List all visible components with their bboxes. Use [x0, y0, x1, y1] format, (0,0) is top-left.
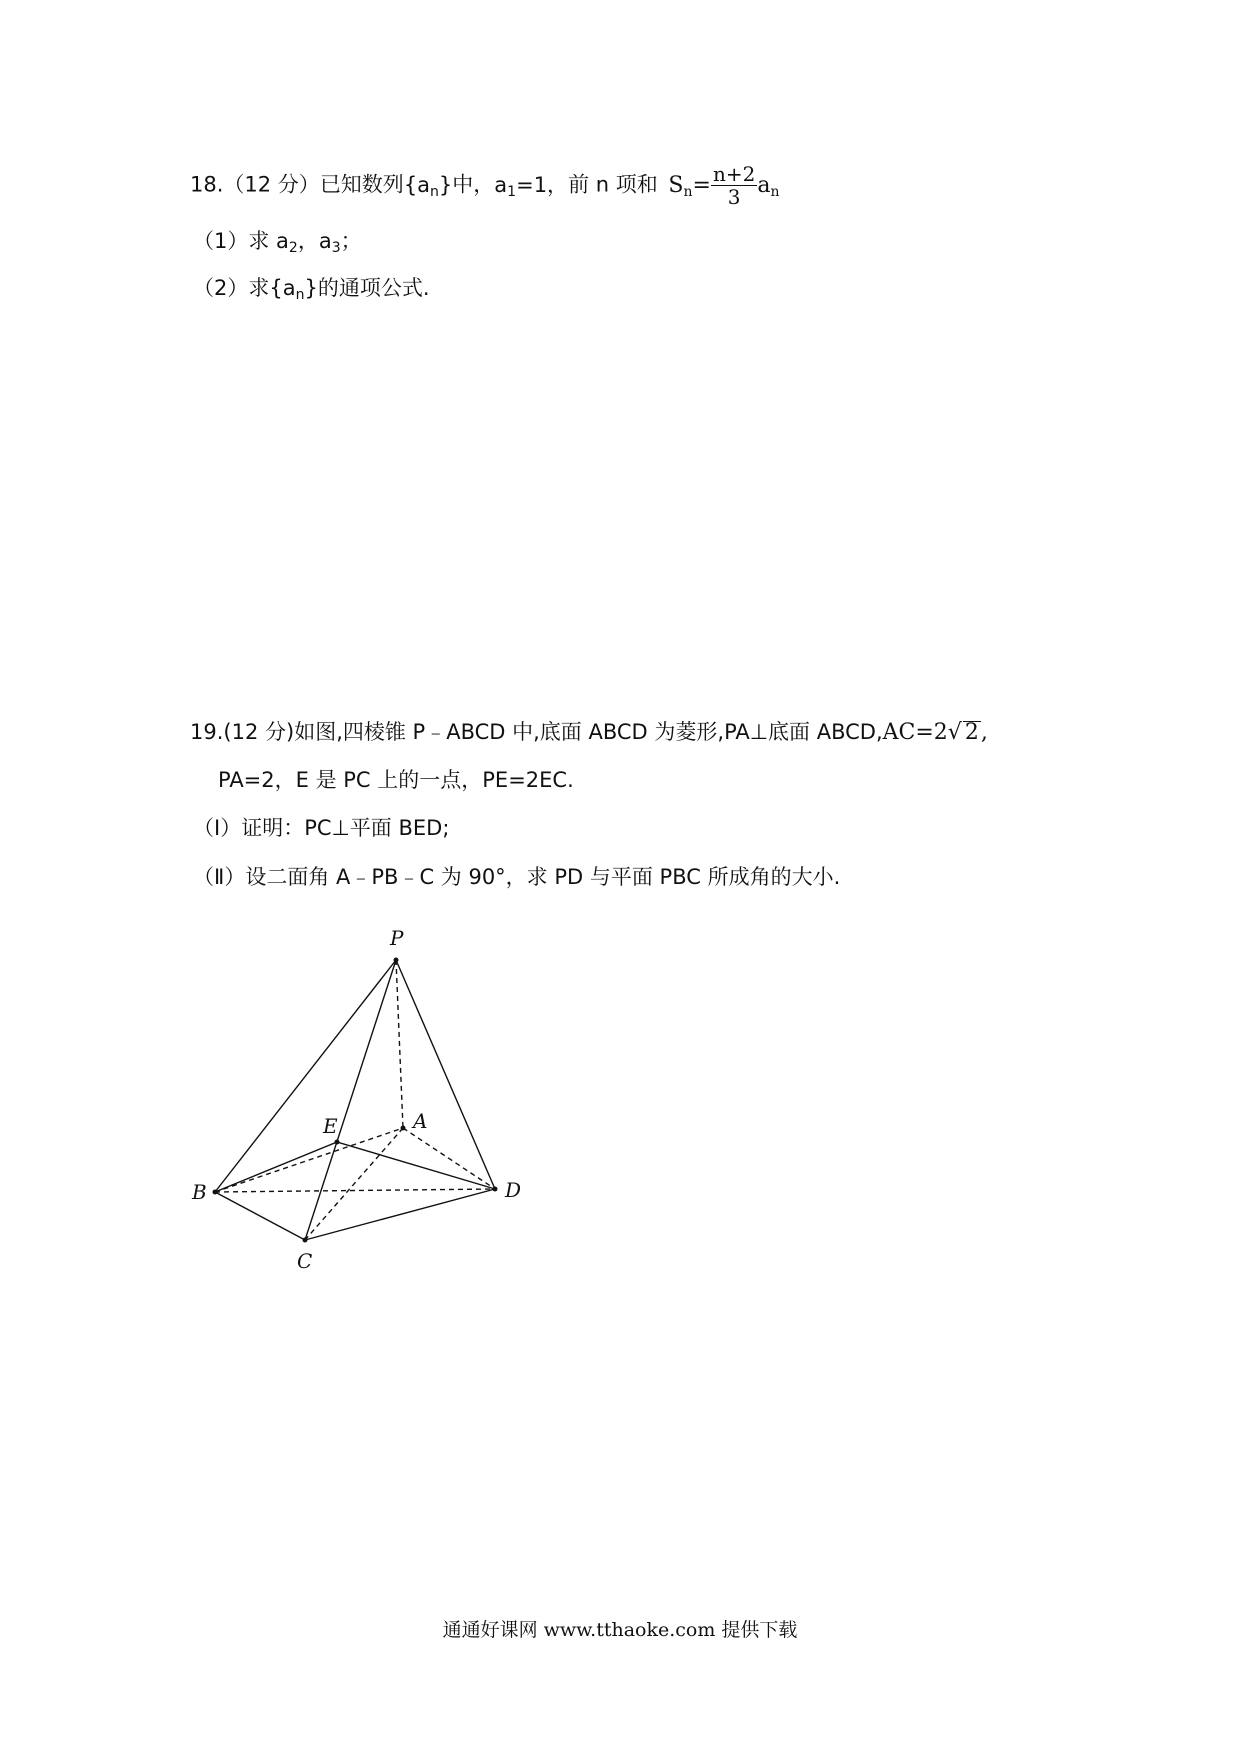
edge-ED: [337, 1142, 495, 1189]
label-B: B: [192, 1180, 207, 1204]
edge-PD: [396, 960, 495, 1189]
q18-part1-sub2: 3: [331, 240, 341, 256]
page-footer: 通通好课网 www.tthaoke.com 提供下载: [442, 1619, 798, 1641]
pyramid-figure: [180, 915, 550, 1275]
q18-seq: [403, 172, 453, 200]
q18-number: 18.: [190, 172, 224, 197]
q18-a1-sub: 1: [507, 183, 517, 200]
q18-part2-seq-close: }: [304, 276, 318, 300]
q18-stem-mid: 中，: [452, 172, 495, 197]
q18-part1: [193, 225, 362, 257]
q18-stem: [190, 163, 780, 208]
formula-a-sub: n: [770, 183, 780, 200]
q18-seq-open: {a: [403, 172, 431, 197]
formula-fraction: [711, 163, 757, 208]
edge-BD: [215, 1189, 495, 1192]
q18-stem-post: 前 n 项和: [568, 172, 658, 197]
label-D: D: [505, 1178, 522, 1202]
label-C: C: [297, 1249, 313, 1273]
q19-ac-label: AC=2: [882, 720, 948, 745]
q18-points: （12 分）: [223, 172, 320, 197]
formula-numerator: n+2: [712, 162, 756, 186]
edge-PC: [305, 960, 396, 1240]
formula-s: S: [668, 172, 684, 198]
q18-part1-pre: 求 a: [248, 229, 289, 253]
sqrt-icon: √: [947, 720, 962, 745]
q18-part1-sub1: 2: [288, 240, 298, 256]
q19-stem-line2: PA=2，E 是 PC 上的一点，PE=2EC.: [218, 768, 574, 792]
label-P: P: [390, 926, 404, 950]
edge-EB: [215, 1142, 337, 1192]
formula-eq: =: [692, 172, 711, 198]
q18-formula: [668, 162, 780, 209]
q18-part2-pre: 求: [248, 276, 270, 300]
vertex-E: [335, 1140, 340, 1145]
label-A: A: [413, 1109, 428, 1133]
q18-a1-val: =1，: [516, 172, 569, 197]
q18-part1-mid: ，a: [297, 229, 332, 253]
formula-s-sub: n: [683, 183, 693, 200]
vertex-P: [394, 958, 399, 963]
formula-denominator: 3: [727, 185, 741, 209]
edge-BC: [215, 1192, 305, 1240]
q19-number: 19.: [190, 720, 224, 744]
edge-PA: [396, 960, 403, 1128]
q18-a1: [494, 172, 569, 200]
q18-part2-seq-open: {a: [269, 276, 296, 300]
q18-a1-var: a: [494, 172, 508, 197]
q18-seq-sub: n: [430, 183, 439, 200]
q19-points: (12 分): [223, 720, 295, 744]
q18-part2-post: 的通项公式.: [317, 276, 430, 300]
edge-CD: [305, 1189, 495, 1240]
q18-part1-label: （1）: [193, 229, 249, 253]
formula-a: a: [757, 172, 771, 198]
q18-stem-pre: 已知数列: [319, 172, 404, 197]
q18-part2-label: （2）: [193, 276, 249, 300]
q18-part2: [193, 272, 430, 304]
q19-stem-text: 如图,四棱锥 P﹣ABCD 中,底面 ABCD 为菱形,PA⊥底面 ABCD,: [294, 720, 883, 744]
vertex-D: [493, 1187, 498, 1192]
q19-ac-comma: ,: [980, 720, 988, 745]
q19-part1: （Ⅰ）证明：PC⊥平面 BED;: [193, 816, 450, 840]
label-E: E: [323, 1114, 338, 1138]
q19-part2: （Ⅱ）设二面角 A﹣PB﹣C 为 90°，求 PD 与平面 PBC 所成角的大小.: [193, 865, 841, 889]
vertex-A: [401, 1126, 406, 1131]
q18-part1-post: ；: [340, 229, 362, 253]
q19-stem-line1: [190, 716, 988, 749]
q18-part2-seq-sub: n: [295, 287, 305, 303]
q19-ac-sqrt: 2: [964, 720, 979, 745]
edge-BA: [215, 1128, 403, 1192]
edge-PB: [215, 960, 396, 1192]
vertex-C: [303, 1238, 308, 1243]
q18-seq-close: }: [438, 172, 453, 197]
vertex-B: [213, 1190, 218, 1195]
